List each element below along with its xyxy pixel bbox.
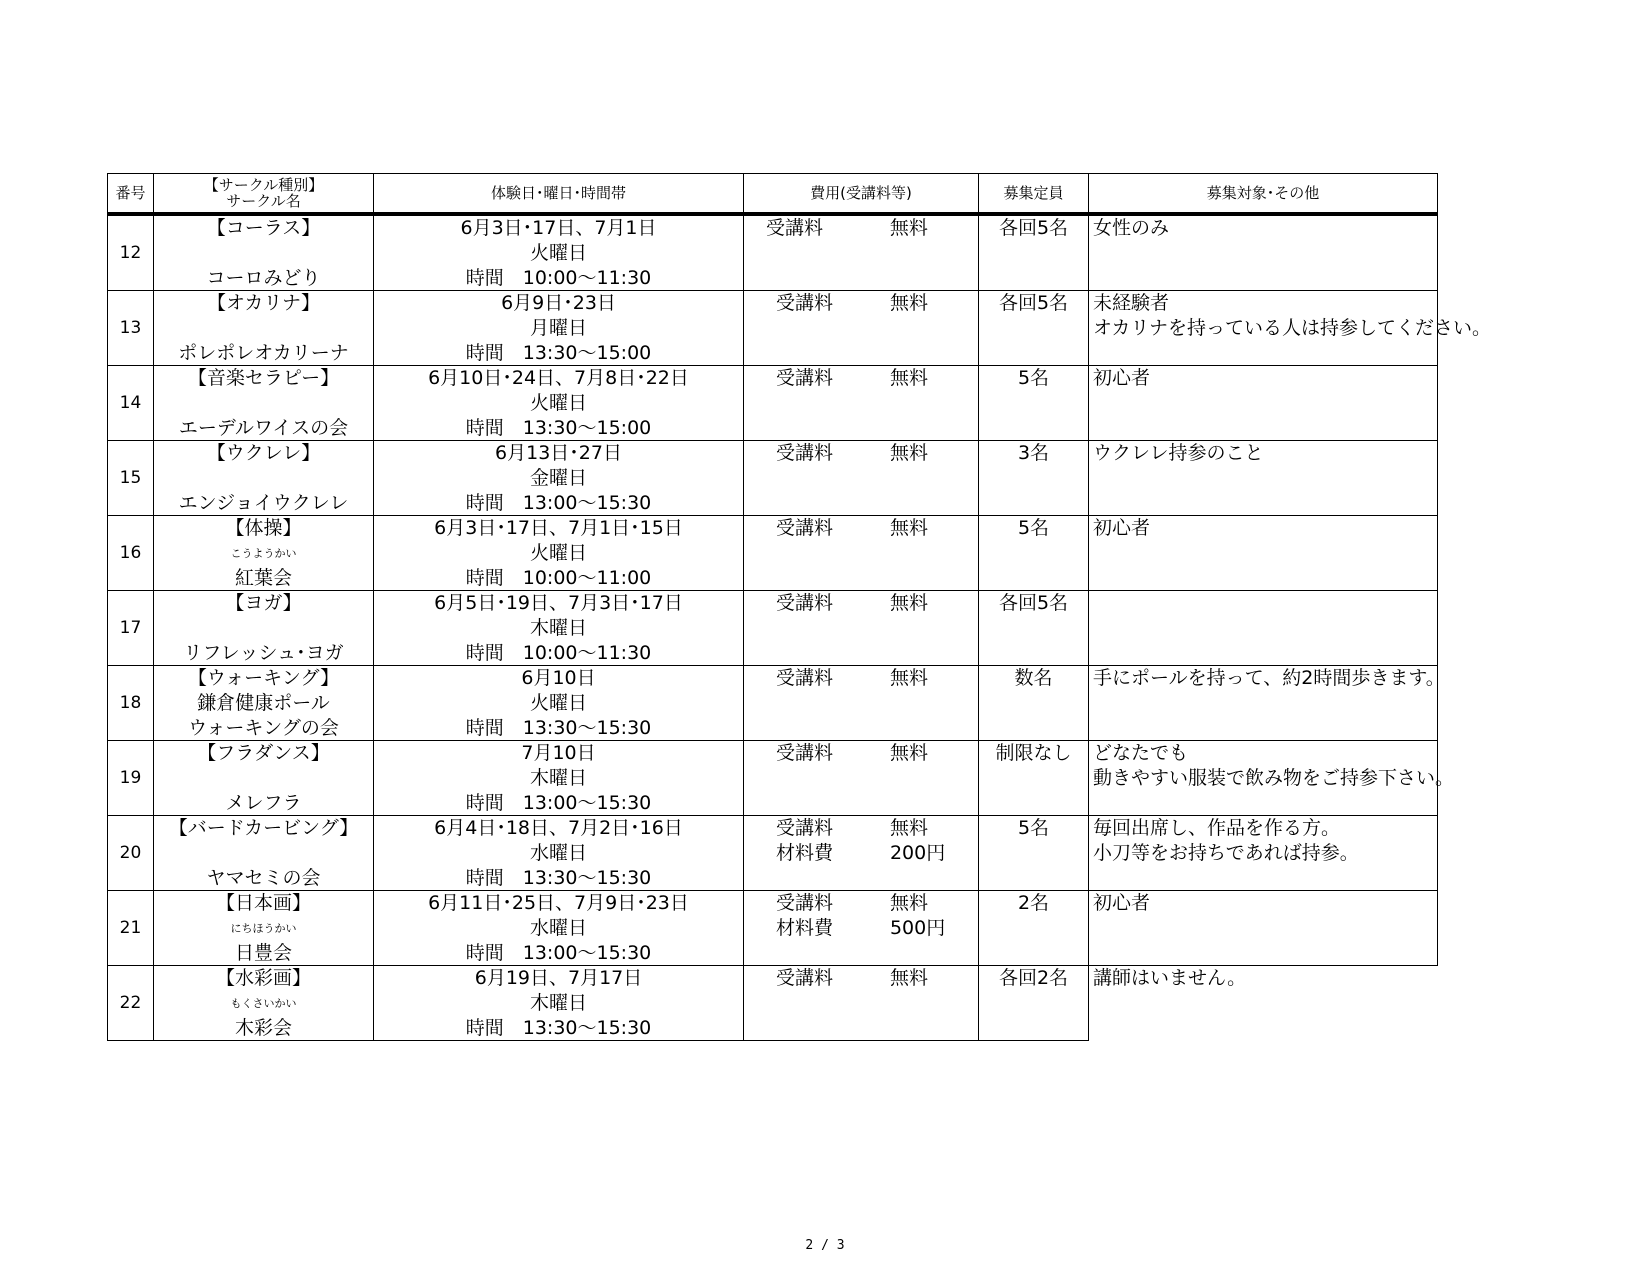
fee-label: 受講料	[776, 592, 834, 614]
target-note-line2: 小刀等をお持ちであれば持参。	[1093, 842, 1359, 864]
schedule-time: 時間 10:00～11:30	[465, 267, 652, 289]
target-cell	[1089, 591, 1438, 666]
table-row	[108, 291, 1438, 366]
schedule-cell	[374, 891, 744, 966]
material-fee-value: 200円	[889, 842, 946, 864]
circle-name: エンジョイウクレレ	[178, 492, 349, 514]
fee-label: 受講料	[776, 892, 834, 914]
target-note-line1: 講師はいません。	[1093, 967, 1247, 989]
table-row	[108, 666, 1438, 741]
schedule-time: 時間 13:30～15:00	[465, 342, 652, 364]
schedule-dates: 6月19日、7月17日	[474, 967, 643, 989]
schedule-dates: 7月10日	[521, 742, 596, 764]
table-body	[108, 214, 1492, 1041]
schedule-time: 時間 10:00～11:00	[465, 567, 652, 589]
fee-value: 無料	[889, 442, 928, 464]
target-cell	[1089, 966, 1438, 1041]
circle-cell	[154, 366, 374, 441]
capacity-cell: 各回2名	[979, 966, 1089, 1041]
target-note-line2	[1093, 241, 1437, 266]
target-cell	[1089, 214, 1438, 291]
circle-name: 木彩会	[234, 1017, 292, 1039]
capacity-cell: 各回5名	[979, 591, 1089, 666]
circle-name: メレフラ	[225, 792, 302, 814]
capacity-cell: 数名	[979, 666, 1089, 741]
circle-category: 【オカリナ】	[206, 292, 321, 314]
schedule-cell	[374, 516, 744, 591]
schedule-cell	[374, 741, 744, 816]
row-number: 17	[108, 591, 154, 666]
row-number: 22	[108, 966, 154, 1041]
row-number: 19	[108, 741, 154, 816]
target-note-line1: 未経験者	[1093, 292, 1170, 314]
schedule-time: 時間 13:30～15:30	[465, 867, 652, 889]
fee-label: 受講料	[776, 442, 834, 464]
capacity-cell: 5名	[979, 516, 1089, 591]
target-note-line2	[1093, 691, 1437, 716]
material-fee-label	[744, 991, 888, 1016]
schedule-dates: 6月5日･19日、7月3日･17日	[434, 592, 683, 614]
target-note-line2	[1093, 991, 1438, 1016]
circle-schedule-table	[107, 173, 1492, 1041]
schedule-time: 時間 13:30～15:30	[465, 717, 652, 739]
schedule-cell	[374, 666, 744, 741]
fee-label: 受講料	[776, 517, 834, 539]
circle-category: 【水彩画】	[215, 967, 311, 989]
schedule-weekday: 水曜日	[529, 917, 587, 939]
capacity-cell: 5名	[979, 816, 1089, 891]
schedule-time: 時間 13:00～15:30	[465, 492, 652, 514]
schedule-cell	[374, 591, 744, 666]
fee-value: 無料	[889, 667, 928, 689]
circle-name: コーロみどり	[206, 267, 321, 289]
schedule-weekday: 水曜日	[529, 842, 587, 864]
schedule-dates: 6月9日･23日	[501, 292, 616, 314]
circle-name: 日豊会	[234, 942, 292, 964]
fee-cell	[744, 741, 979, 816]
circle-category: 【ウクレレ】	[206, 442, 321, 464]
header-row	[108, 174, 1438, 215]
table-row	[108, 591, 1438, 666]
target-note-line1: 初心者	[1093, 517, 1151, 539]
schedule-cell	[374, 441, 744, 516]
row-number: 16	[108, 516, 154, 591]
material-fee-label: 材料費	[776, 917, 834, 939]
circle-cell	[154, 214, 374, 291]
fee-value: 無料	[889, 292, 928, 314]
circle-name: リフレッシュ･ヨガ	[183, 642, 344, 664]
circle-category: 【フラダンス】	[197, 742, 330, 764]
material-fee-label	[744, 316, 888, 341]
circle-category: 【日本画】	[215, 892, 311, 914]
material-fee-label	[744, 691, 888, 716]
table-row	[108, 741, 1438, 816]
circle-cell	[154, 891, 374, 966]
row-number: 21	[108, 891, 154, 966]
schedule-cell	[374, 966, 744, 1041]
fee-cell	[744, 966, 979, 1041]
fee-value: 無料	[889, 817, 928, 839]
schedule-weekday: 火曜日	[529, 542, 587, 564]
row-number: 15	[108, 441, 154, 516]
table-row	[108, 966, 1438, 1041]
schedule-weekday: 月曜日	[529, 317, 587, 339]
circle-cell	[154, 741, 374, 816]
target-note-line2	[1093, 391, 1437, 416]
material-fee-label: 材料費	[776, 842, 834, 864]
page-number: 2 / 3	[805, 1238, 845, 1253]
circle-name-reading: にちほうかい	[230, 922, 297, 935]
header-circle-line1: 【サークル種別】	[203, 176, 324, 194]
target-cell	[1089, 366, 1438, 441]
row-number: 12	[108, 214, 154, 291]
fee-value: 無料	[889, 892, 928, 914]
target-cell	[1089, 441, 1438, 516]
fee-cell	[744, 291, 979, 366]
circle-name: ウォーキングの会	[188, 717, 339, 739]
fee-label: 受講料	[776, 667, 834, 689]
capacity-cell: 2名	[979, 891, 1089, 966]
table-header	[108, 174, 1438, 215]
schedule-cell	[374, 291, 744, 366]
schedule-cell	[374, 366, 744, 441]
schedule-dates: 6月13日･27日	[495, 442, 622, 464]
fee-label: 受講料	[776, 817, 834, 839]
material-fee-value	[888, 391, 978, 416]
material-fee-value	[888, 541, 978, 566]
material-fee-value	[888, 466, 978, 491]
schedule-time: 時間 13:00～15:30	[465, 792, 652, 814]
header-circle	[154, 174, 374, 215]
material-fee-value	[888, 316, 978, 341]
circle-name: エーデルワイスの会	[178, 417, 349, 439]
material-fee-value	[888, 766, 978, 791]
row-number: 13	[108, 291, 154, 366]
fee-label: 受講料	[776, 967, 834, 989]
target-cell	[1089, 291, 1492, 366]
header-schedule: 体験日･曜日･時間帯	[374, 174, 744, 215]
header-capacity: 募集定員	[979, 174, 1089, 215]
fee-cell	[744, 366, 979, 441]
schedule-dates: 6月11日･25日、7月9日･23日	[428, 892, 689, 914]
target-note-line2	[1093, 616, 1437, 641]
fee-value: 無料	[889, 967, 928, 989]
target-note-line1: どなたでも	[1093, 742, 1189, 764]
circle-cell	[154, 966, 374, 1041]
circle-name: ポレポレオカリーナ	[178, 342, 349, 364]
fee-label: 受講料	[766, 217, 824, 239]
schedule-time: 時間 13:00～15:30	[465, 942, 652, 964]
target-note-line2: オカリナを持っている人は持参してください。	[1093, 317, 1492, 339]
circle-category: 【音楽セラピー】	[187, 367, 340, 389]
fee-value: 無料	[889, 367, 928, 389]
row-number: 18	[108, 666, 154, 741]
fee-cell	[744, 441, 979, 516]
fee-cell	[744, 516, 979, 591]
fee-label: 受講料	[776, 742, 834, 764]
fee-cell	[744, 666, 979, 741]
target-note-line1: 初心者	[1093, 892, 1151, 914]
schedule-weekday: 木曜日	[529, 992, 587, 1014]
circle-category: 【ヨガ】	[225, 592, 302, 614]
schedule-dates: 6月10日･24日、7月8日･22日	[428, 367, 689, 389]
circle-name: 紅葉会	[234, 567, 292, 589]
fee-label: 受講料	[776, 292, 834, 314]
capacity-cell: 各回5名	[979, 291, 1089, 366]
fee-label: 受講料	[776, 367, 834, 389]
circle-name-reading: こうようかい	[230, 547, 297, 560]
schedule-weekday: 火曜日	[529, 392, 587, 414]
circle-name-reading: もくさいかい	[230, 997, 297, 1010]
capacity-cell: 3名	[979, 441, 1089, 516]
table-row	[108, 441, 1438, 516]
circle-category: 【バードカービング】	[168, 817, 359, 839]
target-note-line1: 初心者	[1093, 367, 1151, 389]
fee-cell	[744, 214, 979, 291]
circle-cell	[154, 591, 374, 666]
target-note-line2: 動きやすい服装で飲み物をご持参下さい。	[1093, 767, 1455, 789]
schedule-time: 時間 13:30～15:00	[465, 417, 652, 439]
material-fee-label	[744, 616, 888, 641]
row-number: 20	[108, 816, 154, 891]
target-note-line1: 毎回出席し、作品を作る方。	[1093, 817, 1341, 839]
target-note-line2	[1093, 916, 1437, 941]
material-fee-label	[744, 541, 888, 566]
target-cell	[1089, 816, 1438, 891]
target-note-line1: 女性のみ	[1093, 217, 1170, 239]
circle-cell	[154, 666, 374, 741]
material-fee-value	[888, 616, 978, 641]
schedule-cell	[374, 214, 744, 291]
header-circle-line2: サークル名	[226, 192, 301, 210]
schedule-dates: 6月10日	[521, 667, 596, 689]
table-row	[108, 214, 1438, 291]
target-cell	[1089, 891, 1438, 966]
header-fee: 費用(受講料等)	[744, 174, 979, 215]
material-fee-label	[744, 466, 888, 491]
target-note-line1: 手にポールを持って、約2時間歩きます。	[1093, 667, 1445, 689]
fee-cell	[744, 816, 979, 891]
table-row	[108, 366, 1438, 441]
target-note-line2	[1093, 466, 1437, 491]
schedule-dates: 6月4日･18日、7月2日･16日	[434, 817, 683, 839]
table-row	[108, 816, 1438, 891]
circle-category: 【体操】	[225, 517, 302, 539]
fee-cell	[744, 591, 979, 666]
material-fee-value	[888, 691, 978, 716]
table-row	[108, 516, 1438, 591]
fee-value: 無料	[889, 517, 928, 539]
header-target: 募集対象･その他	[1089, 174, 1438, 215]
material-fee-label	[744, 766, 888, 791]
capacity-cell: 各回5名	[979, 214, 1089, 291]
material-fee-value	[888, 991, 978, 1016]
schedule-time: 時間 13:30～15:30	[465, 1017, 652, 1039]
circle-category: 【コーラス】	[206, 217, 321, 239]
schedule-weekday: 火曜日	[529, 242, 587, 264]
circle-cell	[154, 291, 374, 366]
fee-value: 無料	[889, 742, 928, 764]
circle-cell	[154, 516, 374, 591]
circle-cell	[154, 441, 374, 516]
material-fee-label	[744, 241, 888, 266]
target-cell	[1089, 666, 1445, 741]
material-fee-value	[888, 241, 978, 266]
schedule-cell	[374, 816, 744, 891]
target-cell	[1089, 516, 1438, 591]
target-note-line2	[1093, 541, 1437, 566]
fee-value: 無料	[889, 592, 928, 614]
circle-category: 【ウォーキング】	[187, 667, 340, 689]
row-number: 14	[108, 366, 154, 441]
capacity-cell: 制限なし	[979, 741, 1089, 816]
header-number: 番号	[108, 174, 154, 215]
table-row	[108, 891, 1438, 966]
target-note-line1	[1093, 591, 1437, 616]
schedule-weekday: 金曜日	[529, 467, 587, 489]
schedule-dates: 6月3日･17日、7月1日･15日	[434, 517, 683, 539]
schedule-weekday: 火曜日	[529, 692, 587, 714]
schedule-weekday: 木曜日	[529, 617, 587, 639]
fee-value: 無料	[889, 217, 928, 239]
schedule-dates: 6月3日･17日、7月1日	[460, 217, 657, 239]
circle-cell	[154, 816, 374, 891]
fee-cell	[744, 891, 979, 966]
target-note-line1: ウクレレ持参のこと	[1093, 442, 1264, 464]
material-fee-label	[744, 391, 888, 416]
schedule-weekday: 木曜日	[529, 767, 587, 789]
target-cell	[1089, 741, 1455, 816]
schedule-time: 時間 10:00～11:30	[465, 642, 652, 664]
capacity-cell: 5名	[979, 366, 1089, 441]
circle-name-line1: 鎌倉健康ポール	[197, 692, 330, 714]
material-fee-value: 500円	[889, 917, 946, 939]
circle-name: ヤマセミの会	[206, 867, 321, 889]
